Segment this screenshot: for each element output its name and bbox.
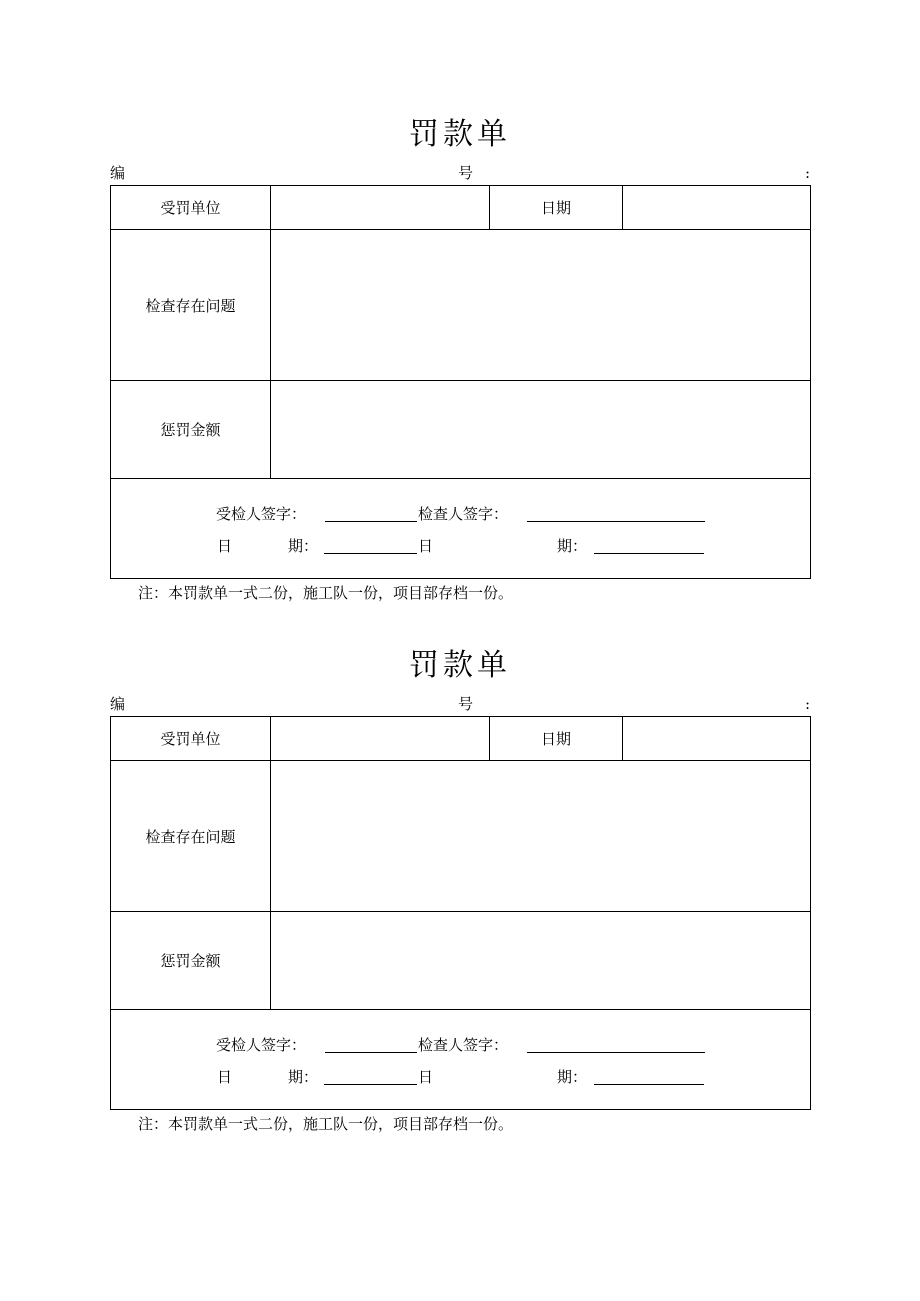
issues-label: 检查存在问题 — [111, 230, 271, 381]
date-row-label-3: 日 — [418, 537, 434, 555]
issues-field[interactable] — [271, 230, 811, 381]
number-colon: : — [804, 695, 810, 713]
inspected-date-line[interactable] — [324, 553, 417, 554]
inspected-date-line[interactable] — [324, 1084, 417, 1085]
inspected-signature-label: 受检人签字： — [216, 505, 307, 523]
issues-field[interactable] — [271, 761, 811, 912]
penalty-table — [110, 185, 811, 579]
issues-label: 检查存在问题 — [111, 761, 271, 912]
unit-label: 受罚单位 — [111, 186, 271, 230]
number-colon: : — [804, 164, 810, 182]
number-label-part-2: 号 — [458, 164, 474, 182]
inspected-signature-line[interactable] — [325, 1052, 417, 1053]
amount-label: 惩罚金额 — [111, 912, 271, 1010]
date-row-label-3: 日 — [418, 1068, 434, 1086]
penalty-table — [110, 716, 811, 1110]
inspected-signature-label: 受检人签字： — [216, 1036, 307, 1054]
form-note: 注：本罚款单一式二份，施工队一份，项目部存档一份。 — [138, 1115, 514, 1133]
date-row-label-2: 期： — [288, 1068, 319, 1086]
form-title: 罚款单 — [409, 117, 511, 152]
inspector-date-line[interactable] — [594, 553, 704, 554]
form-note: 注：本罚款单一式二份，施工队一份，项目部存档一份。 — [138, 584, 514, 602]
date-row-label-1: 日 — [217, 537, 233, 555]
number-label-part-1: 编 — [110, 164, 126, 182]
amount-field[interactable] — [271, 912, 811, 1010]
signature-section — [111, 1010, 811, 1110]
inspector-signature-label: 检查人签字： — [418, 505, 509, 523]
date-label: 日期 — [490, 717, 623, 761]
inspector-signature-line[interactable] — [527, 521, 705, 522]
date-field[interactable] — [623, 717, 811, 761]
date-row-label-2: 期： — [288, 537, 319, 555]
form-number-line — [110, 163, 810, 183]
date-row-label-1: 日 — [217, 1068, 233, 1086]
form-number-line — [110, 694, 810, 714]
inspector-signature-line[interactable] — [527, 1052, 705, 1053]
date-row-label-4: 期： — [557, 1068, 588, 1086]
date-field[interactable] — [623, 186, 811, 230]
signature-section — [111, 479, 811, 579]
amount-field[interactable] — [271, 381, 811, 479]
unit-field[interactable] — [271, 717, 490, 761]
unit-field[interactable] — [271, 186, 490, 230]
inspector-signature-label: 检查人签字： — [418, 1036, 509, 1054]
date-label: 日期 — [490, 186, 623, 230]
number-label-part-2: 号 — [458, 695, 474, 713]
date-row-label-4: 期： — [557, 537, 588, 555]
inspector-date-line[interactable] — [594, 1084, 704, 1085]
amount-label: 惩罚金额 — [111, 381, 271, 479]
number-label-part-1: 编 — [110, 695, 126, 713]
form-title: 罚款单 — [409, 648, 511, 683]
unit-label: 受罚单位 — [111, 717, 271, 761]
inspected-signature-line[interactable] — [325, 521, 417, 522]
